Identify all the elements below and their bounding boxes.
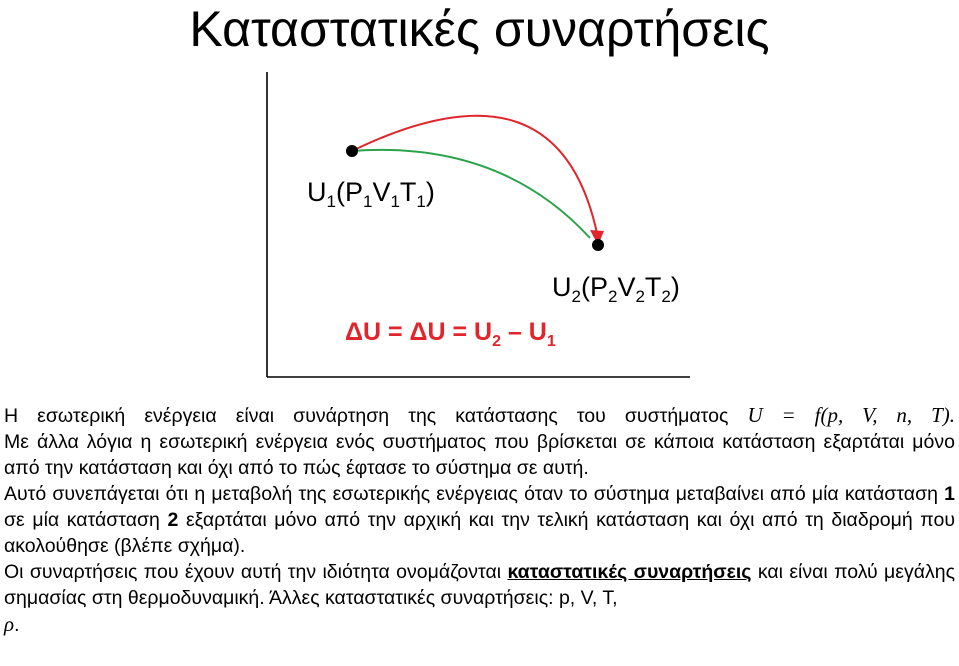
delta-u-equation: $\Delta U = \Delta U = U_2 - U_1$	[345, 318, 556, 350]
state-1-label: $U_1(P_1V_1T_1)$	[307, 177, 435, 211]
state-2-label: $U_2(P_2V_2T_2)$	[552, 272, 680, 306]
state-1-point	[346, 145, 358, 157]
paragraph-1: Η εσωτερική ενέργεια είναι συνάρτηση της κατάστασης του συστήματος U = f(p, V, n, T).	[4, 403, 955, 427]
paragraph-2: Με άλλα λόγια η εσωτερική ενέργεια ενός συστήματος που βρίσκεται σε κάποια κατάσταση εξαρτάται μόνο από την κατάσταση και όχι από το πώς έφτασε το σύστημα σε αυτή.	[4, 431, 955, 479]
state-functions-term: καταστατικές συναρτήσεις	[507, 561, 752, 583]
paragraph-4: Οι συναρτήσεις που έχουν αυτή την ιδιότητα ονομάζονται καταστατικές συναρτήσεις και είναι πολύ μεγάλης σημασίας στη θερμοδυναμική. Άλλες καταστατικές συναρτήσεις: p, V, T, ρ.	[4, 561, 956, 636]
state-function-formula: U = f(p, V, n, T).	[747, 403, 955, 427]
paragraph-3: Αυτό συνεπάγεται ότι η μεταβολή της εσωτερικής ενέργειας όταν το σύστημα μεταβαίνει από μία κατάσταση 1 σε μία κατάσταση 2 εξαρτάται μόνο από την αρχική και την τελική κατάσταση και όχι από τη διαδρομή που ακολούθησε (βλέπε σχήμα).	[4, 483, 955, 557]
slide-title: Καταστατικές συναρτήσεις	[189, 1, 770, 57]
state-2-point	[592, 239, 604, 251]
body-text	[4, 402, 955, 638]
